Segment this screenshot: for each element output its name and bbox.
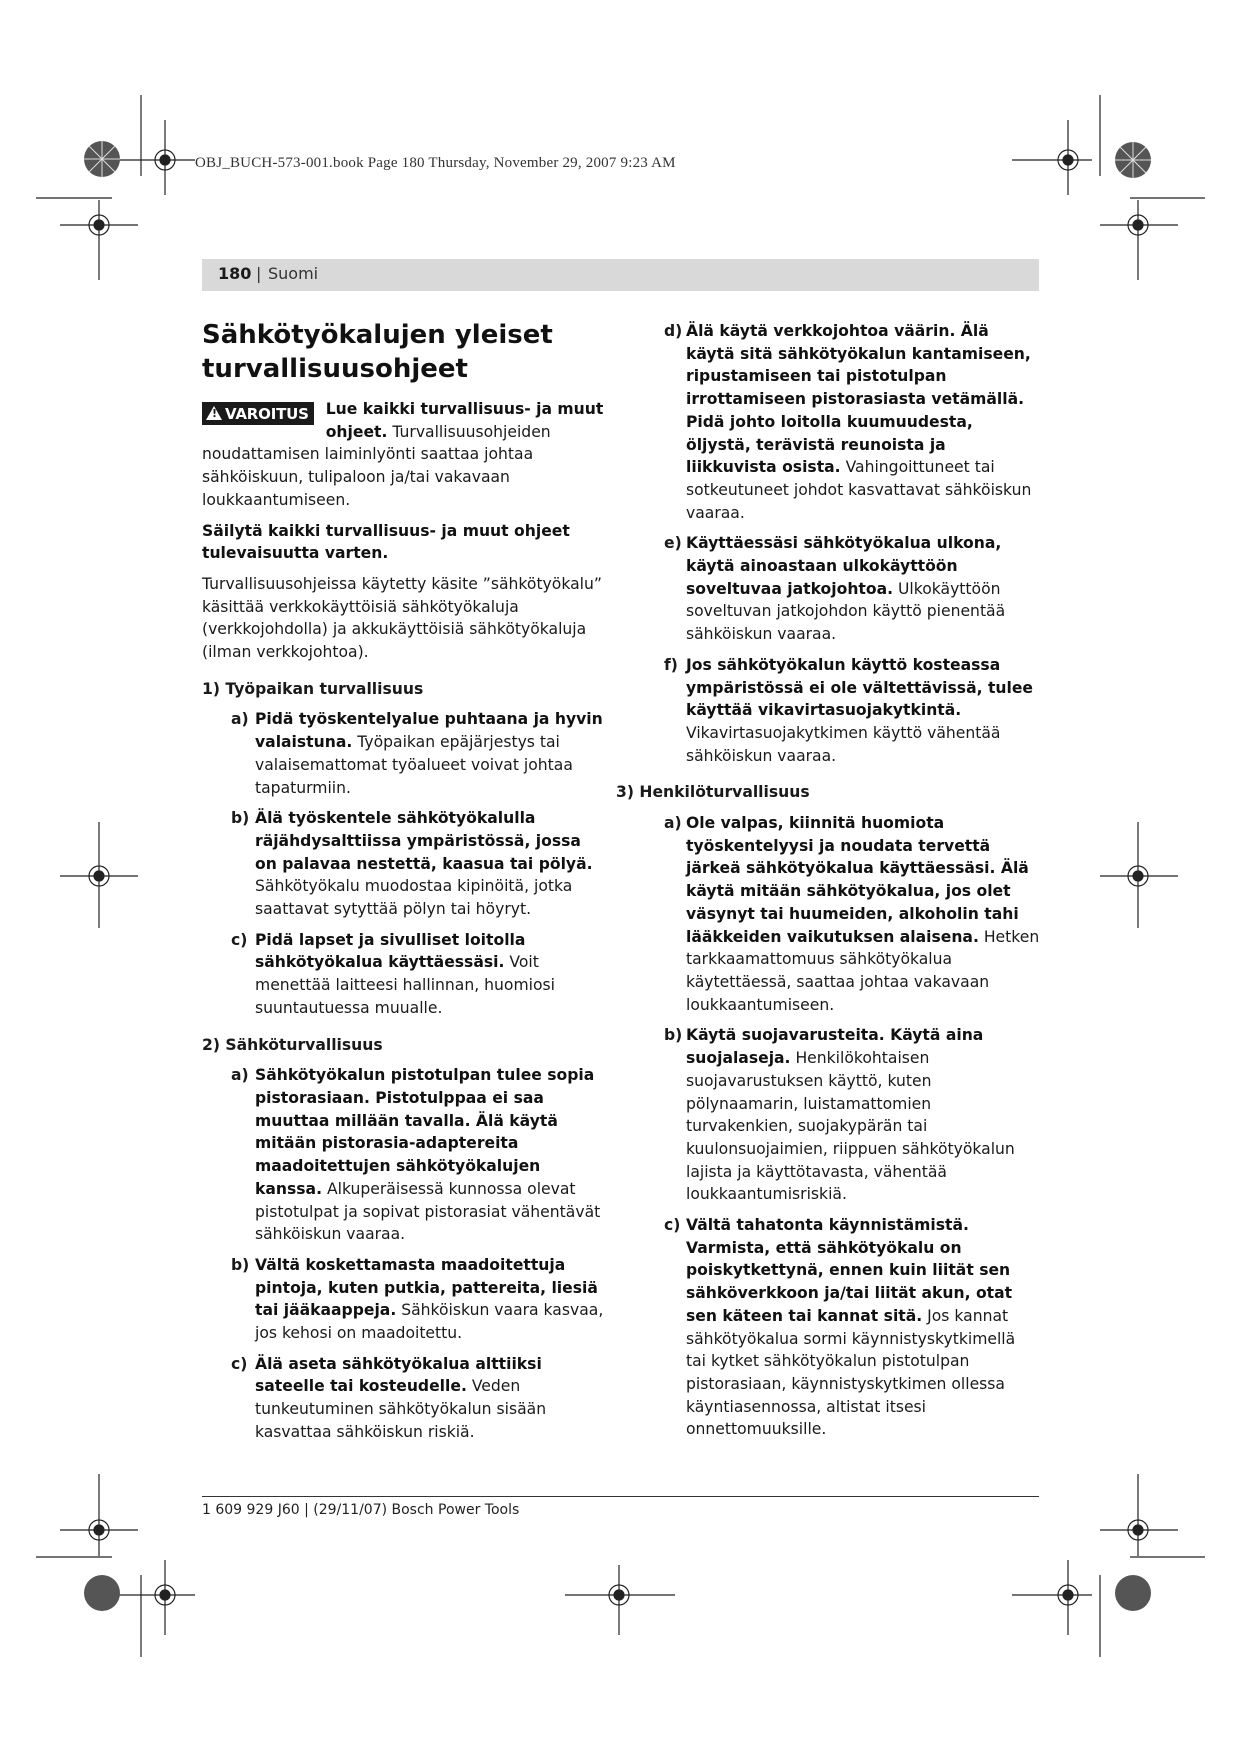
page-number: 180 [218, 264, 252, 283]
registration-mark-bottom-right [1000, 1470, 1241, 1670]
warning-triangle-icon: ! [206, 406, 222, 420]
warning-block [202, 398, 607, 512]
registration-mark-top-left [0, 0, 260, 290]
list-item: a) Sähkötyökalun pistotulpan tulee sopia pistorasiaan. Pistotulppaa ei saa muuttaa millään tavalla. Älä käytä mitään pistorasia-adaptereita maadoitettujen sähkötyökalujen kanssa. Alkuperäisessä kunnossa olevat pistotulpat ja sopivat pistorasiat vähentävät sähköiskun vaaraa. [231, 1066, 601, 1244]
list-item: f) Jos sähkötyökalun käyttö kosteassa ympäristössä ei ole vältettävissä, tulee käyttää vikavirtasuojakytkintä. Vikavirtasuojakytkimen käyttö vähentää sähköiskun vaaraa. [664, 655, 1034, 765]
definition-paragraph: Turvallisuusohjeissa käytetty käsite ”sähkötyökalu” käsittää verkkokäyttöisiä sähkötyökaluja (verkkojohdolla) ja akkukäyttöisiä sähkötyökaluja (ilman verkkojohtoa). [202, 574, 602, 662]
color-target-icon [84, 1575, 120, 1611]
keep-note: Säilytä kaikki turvallisuus- ja muut ohjeet tulevaisuutta varten. [202, 521, 570, 563]
footer-rule [202, 1496, 1039, 1497]
header-separator: | [256, 264, 262, 283]
section-language: Suomi [268, 264, 319, 283]
list-item: b) Vältä koskettamasta maadoitettuja pintoja, kuten putkia, pattereita, liesiä tai jääkaappeja. Sähköiskun vaara kasvaa, jos kehosi on maadoitettu. [231, 1255, 604, 1343]
list-item: a) Ole valpas, kiinnitä huomiota työskentelyysi ja noudata tervettä järkeä sähkötyökalua käyttäessäsi. Älä käytä mitään sähkötyökalua, jos olet väsynyt tai huumeiden, alkoholin tahi lääkkeiden vaikutuksen alaisena. Hetken tarkkaamattomuus sähkötyökalua käytettäessä, saattaa johtaa vakavaan loukkaantumiseen. [664, 814, 1040, 1014]
list-item: c) Pidä lapset ja sivulliset loitolla sähkötyökalua käyttäessäsi. Voit menettää laitteesi hallinnan, huomiosi suuntautuessa muualle. [231, 930, 555, 1017]
registration-mark-top-right [1000, 0, 1241, 290]
print-slug: OBJ_BUCH-573-001.book Page 180 Thursday, November 29, 2007 9:23 AM [195, 155, 676, 171]
section-heading: 3) Henkilöturvallisuus [616, 783, 810, 802]
list-item: a) Pidä työskentelyalue puhtaana ja hyvin valaistuna. Työpaikan epäjärjestys tai valaisemattomat työalueet voivat johtaa tapaturmiin. [231, 710, 603, 797]
left-column [202, 318, 607, 1452]
list-item: c) Älä aseta sähkötyökalua alttiiksi sateelle tai kosteudelle. Veden tunkeutuminen sähkötyökalun sisään kasvattaa sähköiskun riskiä. [231, 1354, 547, 1441]
page-title: Sähkötyökalujen yleiset turvallisuusohjeet [202, 320, 553, 384]
list-item: b) Käytä suojavarusteita. Käytä aina suojalaseja. Henkilökohtaisen suojavarustuksen käyttö, kuten pölynaamarin, luistamattomien turvakenkien, suojakypärän tai kuulonsuojaimien, riippuen sähkötyökalun lajista ja käyttötavasta, vähentää loukkaantumisriskiä. [664, 1026, 1015, 1204]
section-heading: 2) Sähköturvallisuus [202, 1035, 383, 1054]
section-heading: 1) Työpaikan turvallisuus [202, 679, 424, 698]
registration-mark-mid-left [50, 820, 160, 930]
warning-text: Turvallisuusohjeiden noudattamisen laiminlyönti saattaa johtaa sähköiskuun, tulipaloon ja/tai vakavaan loukkaantumiseen. [202, 422, 551, 509]
right-column [616, 320, 1040, 1449]
warning-lead: Lue kaikki turvallisuus- ja muut ohjeet. [325, 400, 604, 441]
page-footer: 1 609 929 J60 | (29/11/07) Bosch Power Tools [202, 1502, 520, 1518]
registration-mark-bottom-center [560, 1560, 680, 1640]
registration-mark-mid-right [1090, 820, 1200, 930]
color-target-icon [1115, 1575, 1151, 1611]
list-item: e) Käyttäessäsi sähkötyökalua ulkona, käytä ainoastaan ulkokäyttöön soveltuvaa jatkojohtoa. Ulkokäyttöön soveltuvan jatkojohdon käyttö pienentää sähköiskun vaaraa. [664, 534, 1006, 644]
list-item: d) Älä käytä verkkojohtoa väärin. Älä käytä sitä sähkötyökalun kantamiseen, ripustamiseen tai pistotulpan irrottamiseen pistorasiasta vetämällä. Pidä johto loitolla kuumuudesta, öljystä, terävistä reunoista ja liikkuvista osista. Vahingoittuneet tai sotkeutuneet johdot kasvattavat sähköiskun vaaraa. [664, 322, 1032, 522]
list-item: b) Älä työskentele sähkötyökalulla räjähdysalttiissa ympäristössä, jossa on palavaa nestettä, kaasua tai pölyä. Sähkötyökalu muodostaa kipinöitä, jotka saattavat sytyttää pölyn tai höyryt. [231, 809, 593, 919]
list-item: c) Vältä tahatonta käynnistämistä. Varmista, että sähkötyökalu on poiskytkettynä, ennen kuin liität sen sähköverkkoon ja/tai liität akun, otat sen käteen tai kannat sitä. Jos kannat sähkötyökalua sormi käynnistyskytkimellä tai kytket sähkötyökalun pistotulpan pistorasiaan, käynnistyskytkimen ollessa käyntiasennossa, altistat itsesi onnettomuuksille. [664, 1216, 1016, 1439]
registration-mark-bottom-left [0, 1470, 260, 1670]
page-header [202, 259, 1039, 291]
warning-badge: ! VAROITUS [202, 402, 314, 425]
